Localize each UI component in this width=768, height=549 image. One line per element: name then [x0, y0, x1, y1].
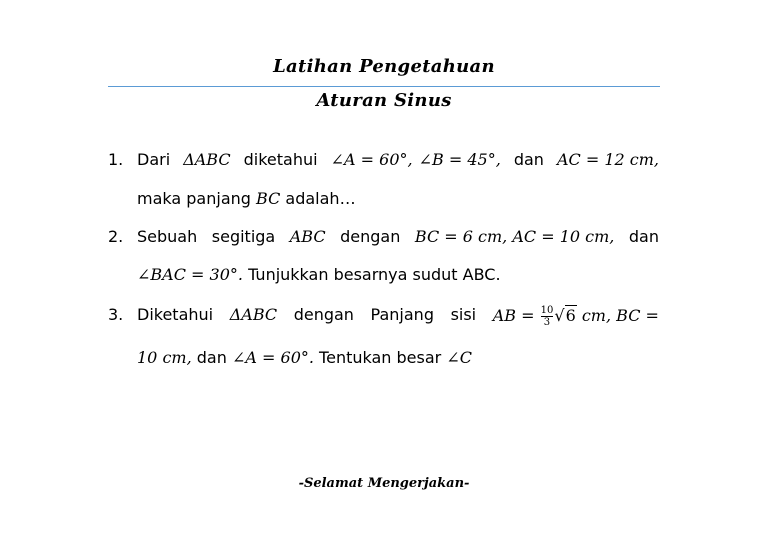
math: 10 cm,: [137, 348, 192, 367]
math: ∠BAC = 30°.: [137, 265, 243, 284]
text: dan: [628, 227, 659, 246]
question-1-line-2: [137, 189, 659, 209]
text: dan: [196, 348, 227, 367]
text: maka panjang: [137, 189, 251, 208]
question-3-line-2: [137, 348, 659, 368]
item-number: 3.: [108, 305, 124, 324]
math: cm, BC =: [581, 306, 659, 325]
question-2-line-1: [137, 227, 659, 247]
math: ∠A = 60°,: [330, 150, 413, 169]
text: adalah…: [285, 189, 356, 208]
math: AB =: [492, 306, 535, 325]
math: ABC: [289, 227, 326, 246]
item-number: 2.: [108, 227, 124, 246]
closing-note: -Selamat Mengerjakan-: [298, 476, 470, 491]
text: dengan: [293, 305, 354, 324]
radicand: 6: [565, 306, 576, 325]
page-subtitle: Aturan Sinus: [316, 90, 452, 111]
text: Panjang: [370, 305, 434, 324]
title-divider: [108, 86, 660, 87]
math-expression: [493, 305, 659, 328]
math: ∠C: [446, 348, 472, 367]
item-number: 1.: [108, 150, 124, 169]
math: BC = 6 cm, AC = 10 cm,: [414, 227, 615, 246]
text: dan: [513, 150, 544, 169]
page-title: Latihan Pengetahuan: [273, 56, 495, 77]
fraction: [541, 305, 554, 328]
text: Tunjukkan besarnya sudut ABC.: [248, 265, 501, 284]
question-3-line-1: [137, 305, 659, 328]
text: sisi: [450, 305, 477, 324]
math: AC = 12 cm,: [556, 150, 659, 169]
math-group: [331, 150, 501, 170]
math: ΔABC: [183, 150, 231, 169]
text: Tentukan besar: [319, 348, 442, 367]
text: diketahui: [243, 150, 318, 169]
text: Diketahui: [137, 305, 214, 324]
question-2-line-2: [137, 265, 659, 285]
radical-sign: √: [554, 306, 565, 325]
fraction-numerator: 10: [540, 305, 554, 316]
text: segitiga: [211, 227, 276, 246]
text: Dari: [137, 150, 171, 169]
text: Sebuah: [137, 227, 198, 246]
fraction-denominator: 3: [543, 317, 551, 328]
text: dengan: [340, 227, 401, 246]
square-root: [554, 305, 576, 325]
question-1-line-1: [137, 150, 659, 170]
math: ∠B = 45°,: [418, 150, 501, 169]
math: BC: [256, 189, 281, 208]
math: ∠A = 60°.: [231, 348, 314, 367]
math: ΔABC: [229, 305, 278, 324]
